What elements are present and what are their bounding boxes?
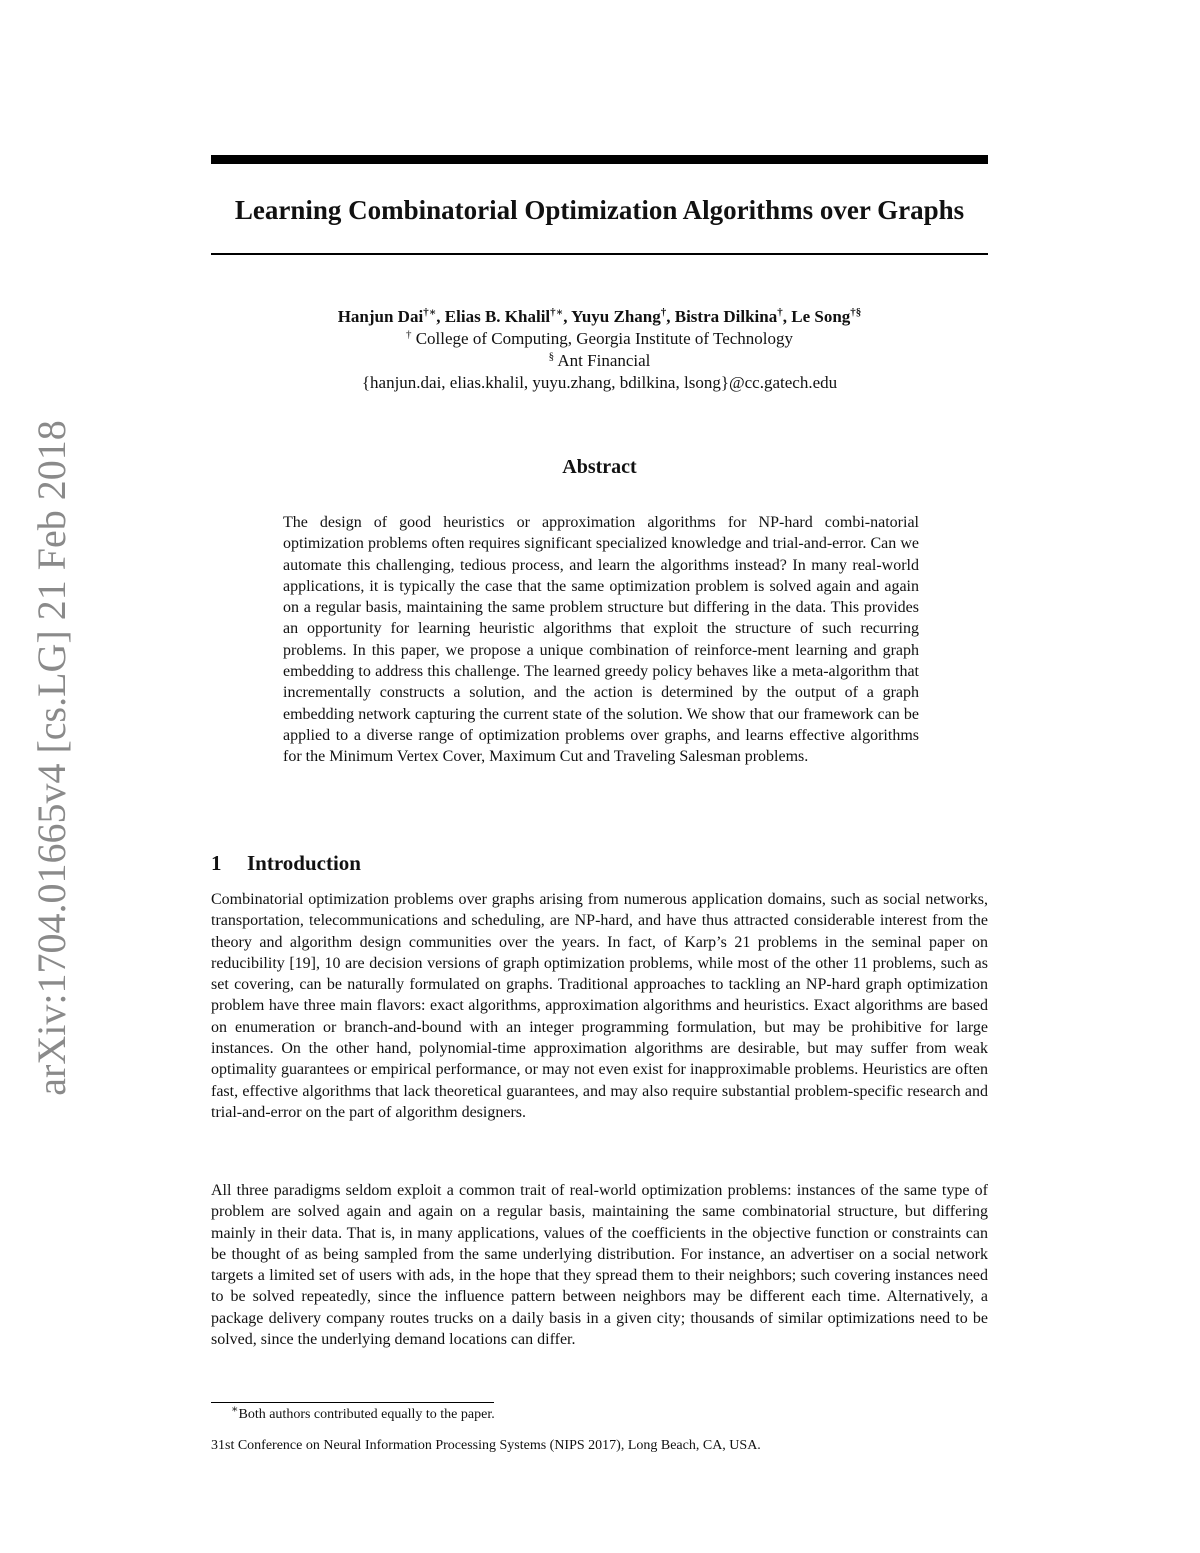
author-mark: †§ [850,306,862,319]
footnote-text: Both authors contributed equally to the paper. [238,1407,495,1422]
affiliation-2-text: Ant Financial [554,351,651,370]
conference-note: 31st Conference on Neural Information Processing Systems (NIPS 2017), Long Beach, CA, USA. [211,1438,761,1453]
affiliation-1-mark: † [405,328,412,341]
author-separator: , [436,307,445,326]
author-name: Yuyu Zhang [571,307,661,326]
author-name: Hanjun Dai [337,307,424,326]
footnote-mark: ∗ [231,1403,239,1416]
author-name: Bistra Dilkina [674,307,778,326]
author-emails: {hanjun.dai, elias.khalil, yuyu.zhang, bdilkina, lsong}@cc.gatech.edu [361,373,838,392]
section-heading [211,848,988,878]
intro-paragraph-1: Combinatorial optimization problems over graphs arising from numerous application domains, such as social networks, transportation, telecommunications and scheduling, are NP-hard, and have thus attracted considerable interest from the theory and algorithm design communities over the years. In fact, of Karp’s 21 problems in the seminal paper on reducibility [19], 10 are decision versions of graph optimization problems, while most of the other 11 problems, such as set covering, can be naturally formulated on graphs. Traditional approaches to tackling an NP-hard graph optimization problem have three main flavors: exact algorithms, approximation algorithms and heuristics. Exact algorithms are based on enumeration or branch-and-bound with an integer programming formulation, but may be prohibitive for large instances. On the other hand, polynomial-time approximation algorithms are desirable, but may suffer from weak optimality guarantees or empirical performance, or may not even exist for inapproximable problems. Heuristics are often fast, effective algorithms that lack theoretical guarantees, and may also require substantial problem-specific research and trial-and-error on the part of algorithm designers. [211,891,988,1121]
section-number: 1 [211,851,222,875]
arxiv-side-stamp: arXiv:1704.01665v4 [cs.LG] 21 Feb 2018 [29,420,74,1096]
author-separator: , [563,307,572,326]
title-top-rule [211,155,988,164]
author-block [211,306,988,394]
abstract-text: The design of good heuristics or approximation algorithms for NP-hard combi-natorial optimization problems often requires significant specialized knowledge and trial-and-error. Can we automate this challenging, tedious process, and learn the algorithms instead? In many real-world applications, it is typically the case that the same optimization problem is solved again and again on a regular basis, maintaining the same problem structure but differing in the data. This provides an opportunity for learning heuristic algorithms that exploit the structure of such recurring problems. In this paper, we propose a unique combination of reinforce-ment learning and graph embedding to address this challenge. The learned greedy policy behaves like a meta-algorithm that incrementally constructs a solution, and the action is determined by the output of a graph embedding network capturing the current state of the solution. We show that our framework can be applied to a diverse range of optimization problems over graphs, and learns effective algorithms for the Minimum Vertex Cover, Maximum Cut and Traveling Salesman problems. [283,514,919,766]
author-names [211,306,988,328]
author-mark: †∗ [550,306,564,319]
abstract-heading: Abstract [562,456,637,478]
author-separator: , [782,307,792,326]
paper-title: Learning Combinatorial Optimization Algorithms over Graphs [234,195,965,225]
title-bottom-rule [211,253,988,255]
affiliation-2 [211,350,988,372]
section-title: Introduction [247,851,361,875]
author-name: Elias B. Khalil [444,307,551,326]
footnote [231,1405,991,1425]
author-mark: †∗ [423,306,437,319]
intro-paragraph-2: All three paradigms seldom exploit a common trait of real-world optimization problems: instances of the same type of problem are solved again and again on a regular basis, maintaining the same combinatorial structure, but differing mainly in their data. That is, in many applications, values of the coefficients in the objective function or constraints can be thought of as being sampled from the same underlying distribution. For instance, an advertiser on a social network targets a limited set of users with ads, in the hope that they spread them to their neighbors; such covering instances need to be solved repeatedly, since the influence pattern between neighbors may be different each time. Alternatively, a package delivery company routes trucks on a daily basis in a given city; thousands of similar optimizations need to be solved, since the underlying demand locations can differ. [211,1182,988,1349]
affiliation-2-mark: § [548,350,555,363]
author-mark: † [777,306,783,319]
author-mark: † [660,306,667,319]
author-separator: , [666,307,675,326]
affiliation-1-text: College of Computing, Georgia Institute of Technology [411,329,794,348]
footnote-rule [211,1402,494,1403]
author-name: Le Song [791,307,851,326]
affiliation-1 [211,328,988,350]
